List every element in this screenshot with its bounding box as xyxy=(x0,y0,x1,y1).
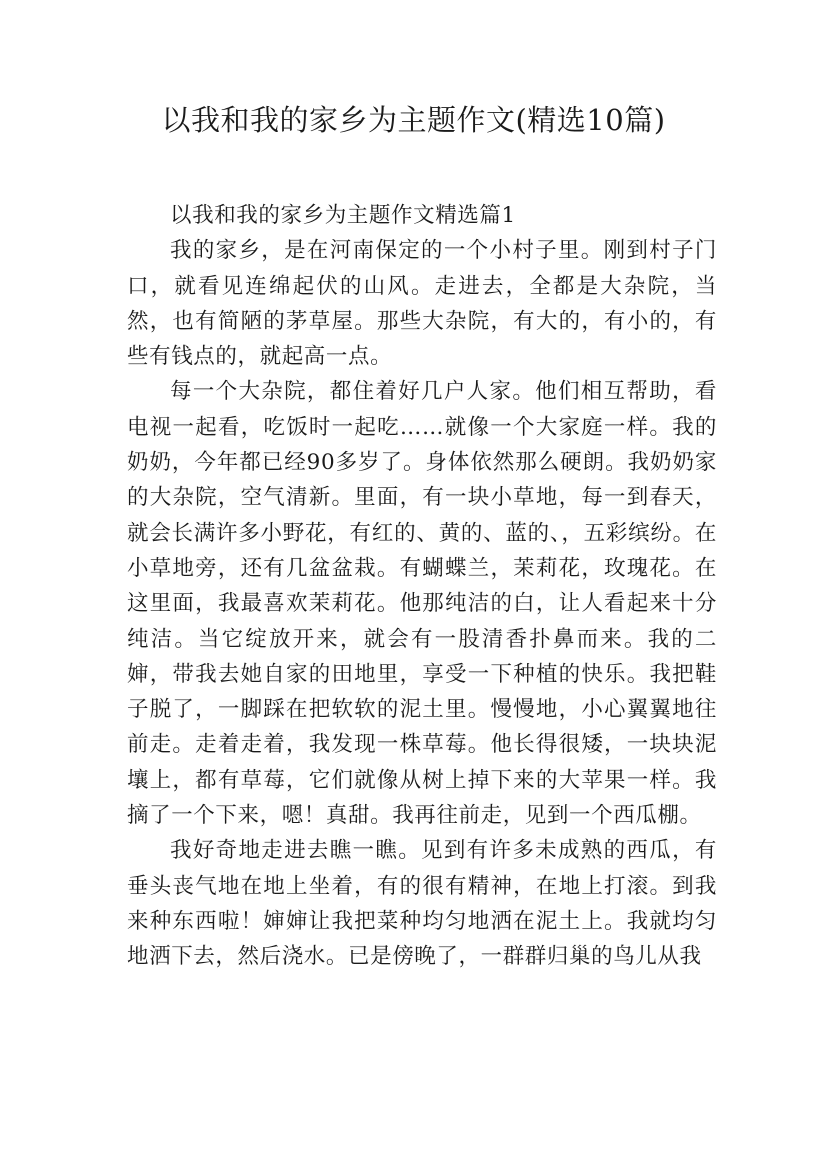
paragraph: 每一个大杂院，都住着好几户人家。他们相互帮助，看电视一起看，吃饭时一起吃……就像一个大家庭一样。我的奶奶，今年都已经90多岁了。身体依然那么硬朗。我奶奶家的大杂院，空气清新。里面，有一块小草地，每一到春天，就会长满许多小野花，有红的、黄的、蓝的、，五彩缤纷。在小草地旁，还有几盆盆栽。有蝴蝶兰，茉莉花，玫瑰花。在这里面，我最喜欢茉莉花。他那纯洁的白，让人看起来十分纯洁。当它绽放开来，就会有一股清香扑鼻而来。我的二婶，带我去她自家的田地里，享受一下种植的快乐。我把鞋子脱了，一脚踩在把软软的泥土里。慢慢地，小心翼翼地往前走。走着走着，我发现一株草莓。他长得很矮，一块块泥壤上，都有草莓，它们就像从树上掉下来的大苹果一样。我摘了一个下来，嗯！真甜。我再往前走，见到一个西瓜棚。 xyxy=(127,379,717,829)
paragraph: 我的家乡，是在河南保定的一个小村子里。刚到村子门口，就看见连绵起伏的山风。走进去，全都是大杂院，当然，也有简陋的茅草屋。那些大杂院，有大的，有小的，有些有钱点的，就起高一点。 xyxy=(127,238,717,370)
document-title: 以我和我的家乡为主题作文(精选10篇) xyxy=(161,103,666,137)
document-body xyxy=(127,198,717,975)
paragraph: 我好奇地走进去瞧一瞧。见到有许多未成熟的西瓜，有垂头丧气地在地上坐着，有的很有精神，在地上打滚。到我来种东西啦！婶婶让我把菜种均匀地洒在泥土上。我就均匀地洒下去，然后浇水。已是傍晚了，一群群归巢的鸟儿从我 xyxy=(127,838,717,970)
section-heading: 以我和我的家乡为主题作文精选篇1 xyxy=(170,203,516,228)
